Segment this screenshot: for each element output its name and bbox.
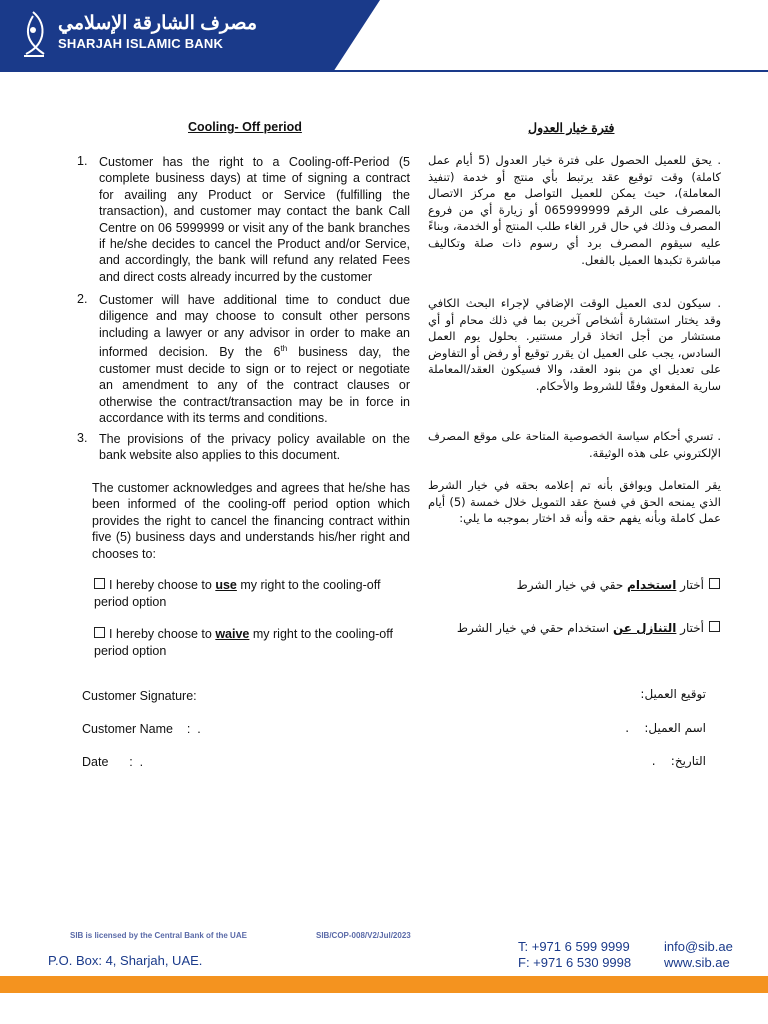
- choice-use-keyword: use: [215, 578, 237, 592]
- choice-use-arabic-post: حقي في خيار الشرط: [516, 578, 628, 592]
- customer-signature-label-arabic: توقيع العميل:: [640, 687, 706, 701]
- header-rule: [0, 70, 768, 72]
- license-note: SIB is licensed by the Central Bank of the UAE: [70, 931, 247, 940]
- choice-use-arabic-pre: أختار: [676, 578, 704, 592]
- choice-waive-arabic[interactable]: [457, 621, 720, 635]
- clause-2-text-a: Customer will have additional time to conduct due diligence and may choose to consult other persons including a lawyer or any advisor in order to make an informed decision. By the 6: [99, 293, 410, 360]
- choice-waive-post: my right to the cooling-off period option: [94, 627, 393, 658]
- footer-fax: F: +971 6 530 9998: [518, 955, 632, 970]
- clause-2-text-b: business day, the customer must decide to sign or to reject or negotiate an amendment to any of the contract clauses or otherwise the contract/transaction may be in force in accordance with its terms and conditions.: [99, 345, 410, 425]
- clause-1-number: 1.: [77, 154, 88, 168]
- title-arabic: فترة خيار العدول: [528, 121, 615, 135]
- footer-accent-bar: [0, 976, 768, 993]
- clause-3-number: 3.: [77, 431, 88, 445]
- acknowledgement-english: The customer acknowledges and agrees that he/she has been informed of the cooling-off period option which provides the right to cancel the financing contract within five (5) business days and understands his/her right and chooses to:: [92, 481, 410, 561]
- checkbox-use[interactable]: [94, 578, 105, 589]
- logo-text-english: SHARJAH ISLAMIC BANK: [58, 36, 224, 51]
- checkbox-use-arabic[interactable]: [709, 578, 720, 589]
- clause-3-english: The provisions of the privacy policy available on the bank website also applies to this document.: [99, 432, 410, 463]
- clause-1-arabic: . يحق للعميل الحصول على فترة خيار العدول (5 أيام عمل كاملة) وقت توقيع عقد يرتبط بأي منتج أو خدمة (تنفيذ المعاملة)، حيث يمكن للعميل التواصل مع مركز الاتصال بالمصرف على الرقم 065999999 أو زيارة أي من فروع المصرف وذلك في حال قرر الغاء طلب المنتج أو الخدمة، وبناءً عليه سيقوم المصرف برد أي رسوم ذات صلة وتكاليف مباشرة تكبدها العميل بالفعل.: [428, 153, 722, 267]
- clause-2-superscript: th: [280, 344, 288, 354]
- choice-waive-pre: I hereby choose to: [109, 627, 216, 641]
- choice-waive-arabic-keyword: التنازل عن: [612, 621, 677, 635]
- choice-waive-english[interactable]: [94, 626, 412, 660]
- clause-2-arabic: . سيكون لدى العميل الوقت الإضافي لإجراء البحث الكافي وقد يختار استشارة أشخاص آخرين بما في ذلك محام أو أي مستشار من أجل اتخاذ قرار مستنير. بحلول يوم العمل السادس، يجب على العميل ان يقرر توقيع أو رفض أو التفاوض على تعديل اي من بنود العقد، والا فسيكون العقد/المعاملة سارية المفعول وفقًا للشروط والأحكام.: [428, 296, 721, 393]
- customer-signature-label: Customer Signature:: [82, 689, 197, 703]
- footer-website-link[interactable]: www.sib.ae: [664, 955, 730, 970]
- choice-use-arabic[interactable]: [517, 578, 720, 592]
- choice-waive-keyword: waive: [215, 627, 250, 641]
- title-english: Cooling- Off period: [188, 120, 302, 134]
- bank-logo-icon: [18, 10, 48, 58]
- acknowledgement-arabic: يقر المتعامل ويوافق بأنه تم إعلامه بحقه في خيار الشرط الذي يمنحه الحق في فسخ عقد التمويل خلال خمسة (5) أيام عمل كاملة وبأنه يفهم حقه وأنه قد اختار بموجبه ما يلي:: [428, 478, 721, 526]
- choice-waive-arabic-post: استخدام حقي في خيار الشرط: [456, 621, 613, 635]
- choice-use-pre: I hereby choose to: [109, 578, 216, 592]
- footer-phone: T: +971 6 599 9999: [518, 939, 630, 954]
- logo-text-arabic: مصرف الشارقة الإسلامي: [58, 13, 258, 34]
- clause-1-english: Customer has the right to a Cooling-off-Period (5 complete business days) at time of signing a contract for availing any Product or Service (fulfilling the transaction), and customer may contact the bank Call Centre on 06 5999999 or visit any of the bank branches if he/she decides to cancel the Product and/or Service, and accordingly, the bank will refund any related Fees and direct costs already incurred by the customer: [99, 155, 410, 284]
- clause-2-english: [99, 292, 410, 426]
- clause-2-number: 2.: [77, 292, 88, 306]
- choice-use-arabic-keyword: استخدام: [627, 578, 677, 592]
- date-label-arabic: التاريخ: .: [651, 754, 706, 768]
- footer-address: P.O. Box: 4, Sharjah, UAE.: [48, 953, 203, 968]
- clause-3-arabic: . تسري أحكام سياسة الخصوصية المتاحة على موقع المصرف الإلكتروني على هذه الوثيقة.: [428, 429, 721, 460]
- document-reference: SIB/COP-008/V2/Jul/2023: [316, 931, 411, 940]
- choice-use-post: my right to the cooling-off period option: [94, 578, 381, 609]
- page-header: [0, 0, 768, 76]
- header-band: [0, 0, 380, 70]
- checkbox-waive[interactable]: [94, 627, 105, 638]
- choice-use-english[interactable]: [94, 577, 412, 611]
- customer-name-label: Customer Name : .: [82, 722, 201, 736]
- customer-name-label-arabic: اسم العميل: .: [625, 721, 706, 735]
- date-label: Date : .: [82, 755, 144, 769]
- checkbox-waive-arabic[interactable]: [709, 621, 720, 632]
- choice-waive-arabic-pre: أختار: [676, 621, 704, 635]
- footer-email-link[interactable]: info@sib.ae: [664, 939, 733, 954]
